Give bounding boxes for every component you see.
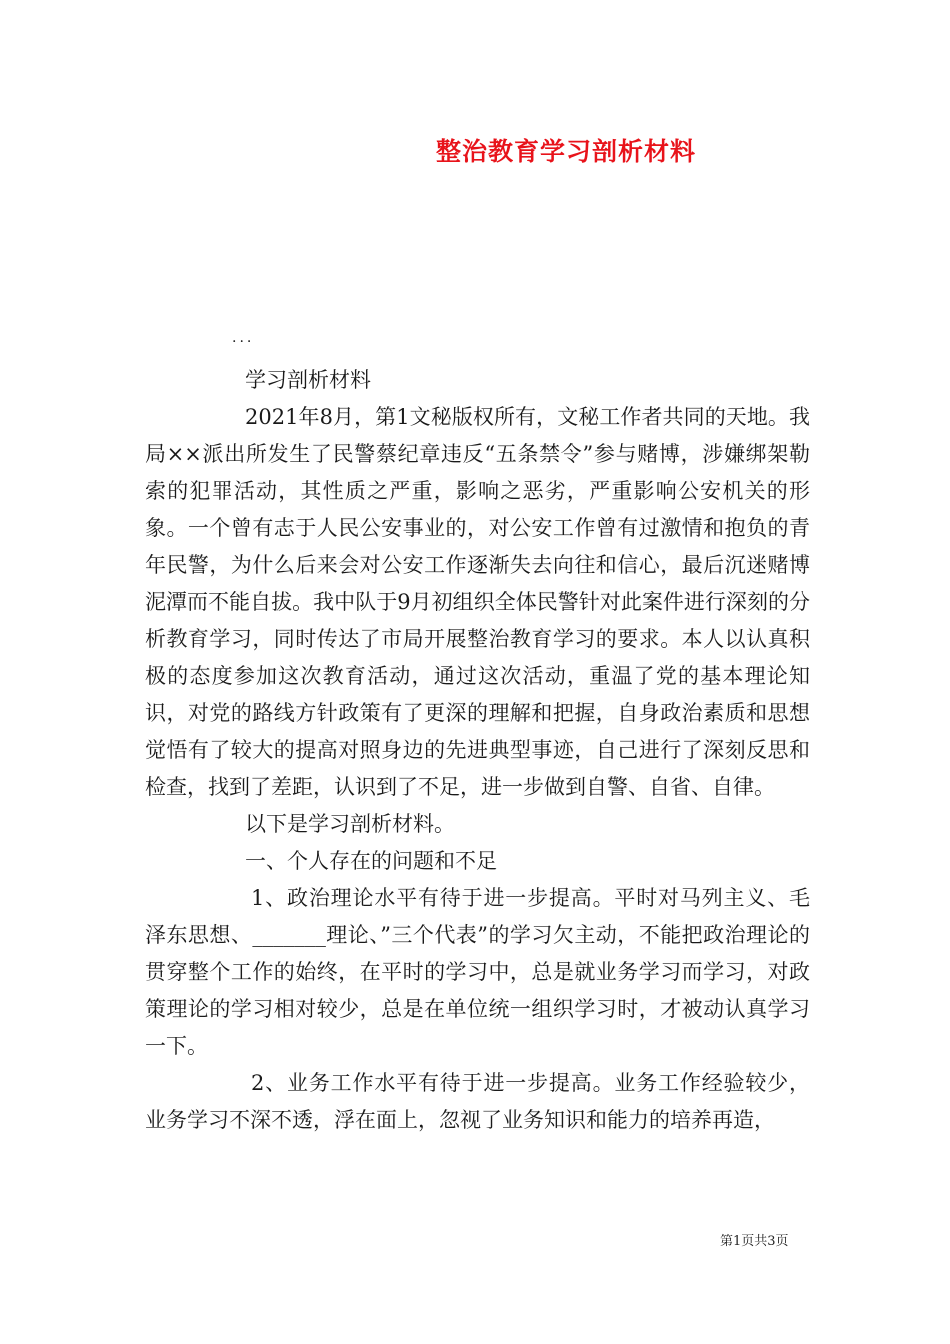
document-title: 整治教育学习剖析材料 [435, 137, 696, 166]
lead-in-paragraph: 以下是学习剖析材料。 [245, 812, 455, 836]
section-heading-problems: 一、个人存在的问题和不足 [245, 849, 497, 873]
item-business-work: 2、业务工作水平有待于进一步提高。业务工作经验较少，业务学习不深不透，浮在面上，忽视了业务知识和能力的培养再造， [145, 1071, 810, 1132]
item-political-theory: 1、政治理论水平有待于进一步提高。平时对马列主义、毛泽东思想、_______理论、”三个代表”的学习欠主动，不能把政治理论的贯穿整个工作的始终，在平时的学习中，总是就业务学习而学习，对政策理论的学习相对较少，总是在单位统一组织学习时，才被动认真学习一下。 [145, 886, 810, 1058]
document-body [145, 362, 810, 1139]
ellipsis-mark: ... [232, 330, 255, 346]
page-number-footer: 第1页共3页 [720, 1234, 789, 1249]
intro-paragraph: 2021年8月，第1文秘版权所有，文秘工作者共同的天地。我局××派出所发生了民警蔡纪章违反“五条禁令”参与赌博，涉嫌绑架勒索的犯罪活动，其性质之严重，影响之恶劣，严重影响公安机关的形象。一个曾有志于人民公安事业的，对公安工作曾有过激情和抱负的青年民警，为什么后来会对公安工作逐渐失去向往和信心，最后沉迷赌博泥潭而不能自拔。我中队于9月初组织全体民警针对此案件进行深刻的分析教育学习，同时传达了市局开展整治教育学习的要求。本人以认真积极的态度参加这次教育活动，通过这次活动，重温了党的基本理论知识，对党的路线方针政策有了更深的理解和把握，自身政治素质和思想觉悟有了较大的提高对照身边的先进典型事迹，自己进行了深刻反思和检查，找到了差距，认识到了不足，进一步做到自警、自省、自律。 [145, 405, 810, 799]
section-heading: 学习剖析材料 [245, 368, 371, 392]
